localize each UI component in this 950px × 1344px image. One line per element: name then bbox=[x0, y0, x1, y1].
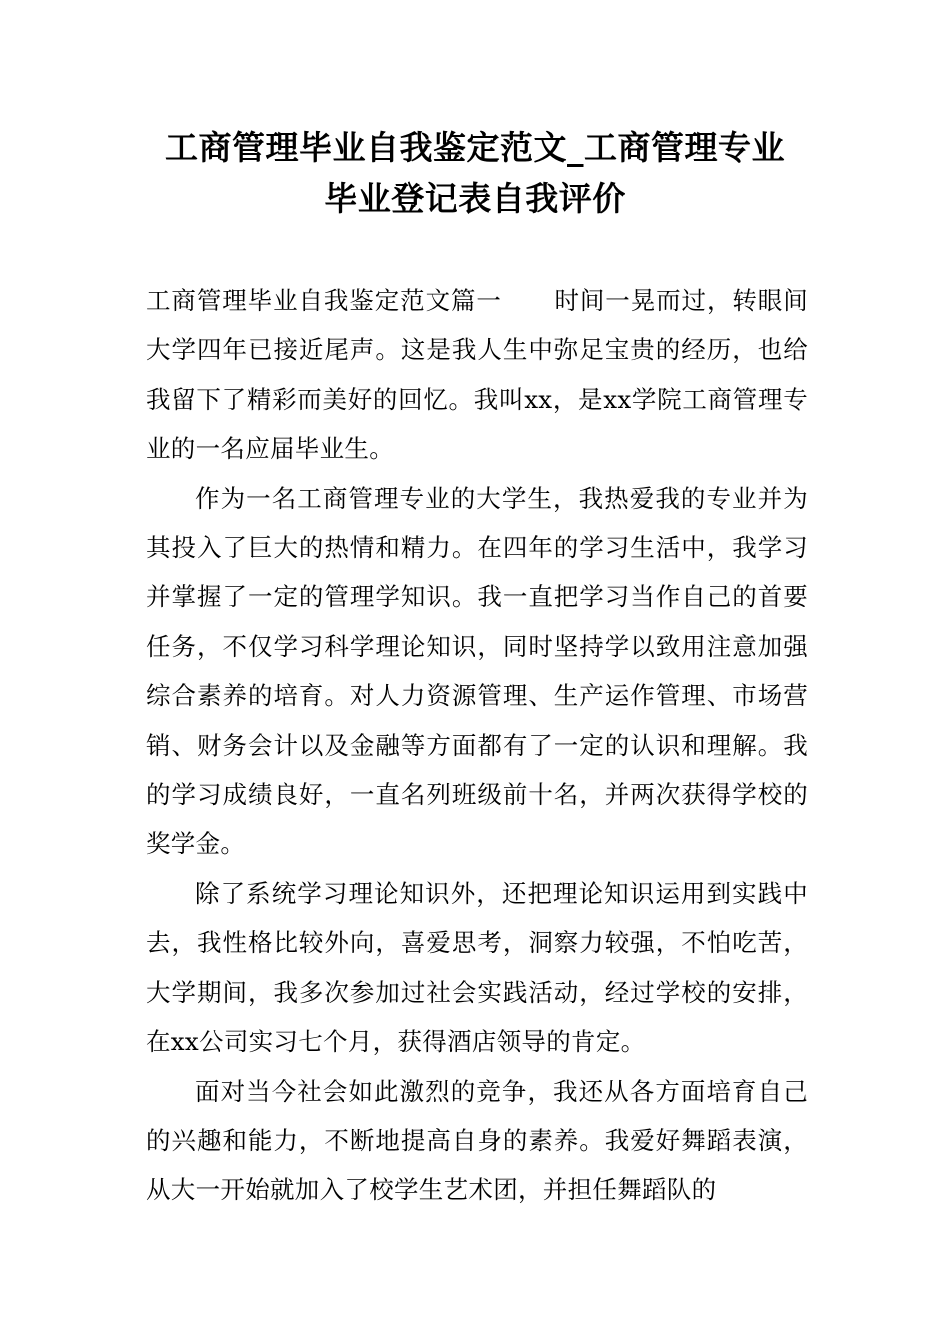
paragraph-1-text: 时间一晃而过，转眼间大学四年已接近尾声。这是我人生中弥足宝贵的经历，也给我留下了精彩而美好的回忆。我叫xx，是xx学院工商管理专业的一名应届毕业生。 bbox=[146, 286, 809, 464]
document-body bbox=[146, 276, 808, 1215]
paragraph-1-heading: 工商管理毕业自我鉴定范文篇一 bbox=[146, 286, 502, 315]
title-line-2: 毕业登记表自我评价 bbox=[324, 179, 626, 218]
paragraph-1 bbox=[146, 276, 808, 474]
title-line-1: 工商管理毕业自我鉴定范文_工商管理专业 bbox=[165, 128, 785, 167]
paragraph-3: 除了系统学习理论知识外，还把理论知识运用到实践中去，我性格比较外向，喜爱思考，洞察力较强，不怕吃苦，大学期间，我多次参加过社会实践活动，经过学校的安排，在xx公司实习七个月，获得酒店领导的肯定。 bbox=[146, 878, 808, 1057]
document-title bbox=[120, 122, 830, 224]
paragraph-2: 作为一名工商管理专业的大学生，我热爱我的专业并为其投入了巨大的热情和精力。在四年的学习生活中，我学习并掌握了一定的管理学知识。我一直把学习当作自己的首要任务，不仅学习科学理论知识，同时坚持学以致用注意加强综合素养的培育。对人力资源管理、生产运作管理、市场营销、财务会计以及金融等方面都有了一定的认识和理解。我的学习成绩良好，一直名列班级前十名，并两次获得学校的奖学金。 bbox=[146, 483, 808, 859]
paragraph-4: 面对当今社会如此激烈的竞争，我还从各方面培育自己的兴趣和能力，不断地提高自身的素养。我爱好舞蹈表演，从大一开始就加入了校学生艺术团，并担任舞蹈队的 bbox=[146, 1076, 808, 1205]
